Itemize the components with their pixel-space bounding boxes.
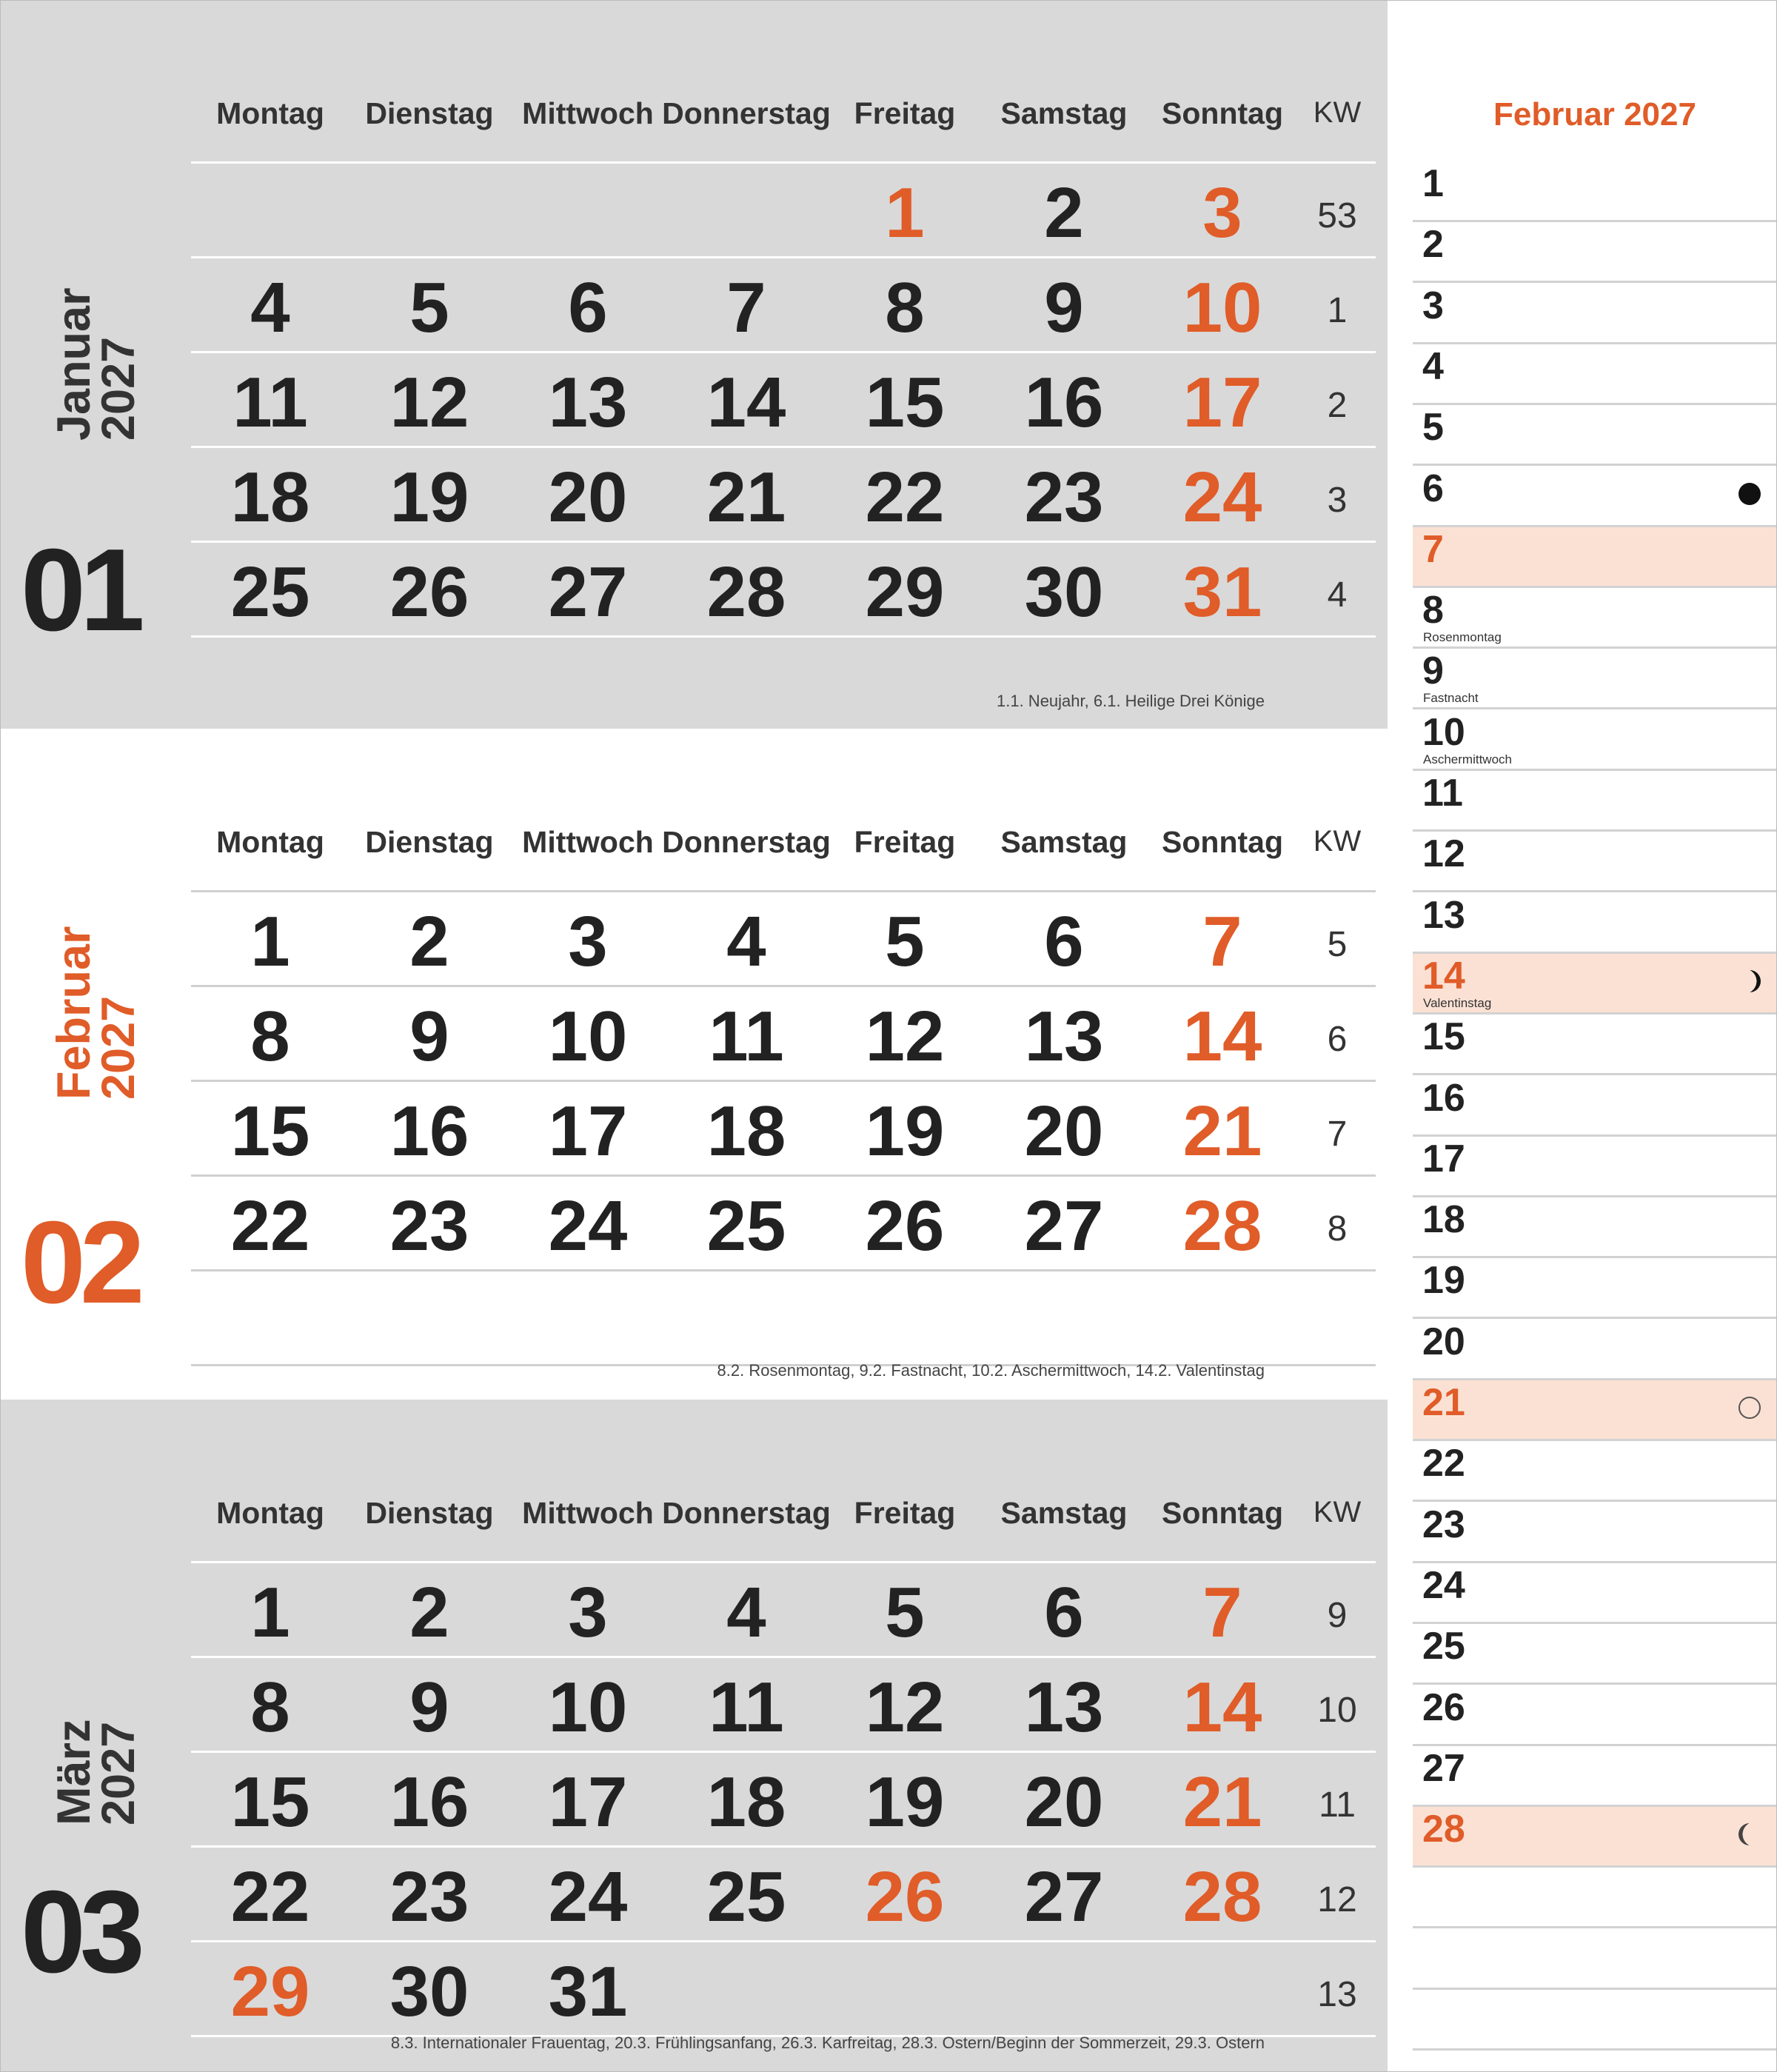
week-number: 1	[1327, 291, 1348, 330]
day-cell: 11	[232, 363, 308, 442]
row-divider	[191, 1080, 1376, 1082]
day-cell: 22	[865, 458, 945, 537]
planner-title: Februar 2027	[1493, 96, 1696, 133]
planner-day-row[interactable]	[1413, 1807, 1777, 1868]
row-divider	[191, 1269, 1376, 1271]
new-moon-icon	[1738, 483, 1761, 505]
day-cell: 10	[1182, 268, 1262, 347]
day-cell: 4	[726, 902, 766, 981]
day-cell: 8	[250, 1668, 290, 1747]
planner-day-row[interactable]	[1413, 1563, 1777, 1624]
day-cell: 20	[1024, 1762, 1104, 1842]
day-cell: 31	[1182, 552, 1262, 632]
row-divider	[191, 446, 1376, 448]
day-cell: 16	[1024, 363, 1104, 442]
week-number: 10	[1317, 1691, 1357, 1730]
weekday-header-mittwoch: Mittwoch	[522, 1496, 654, 1530]
planner-day-row[interactable]	[1413, 467, 1777, 527]
planner-day-number: 26	[1422, 1685, 1465, 1729]
week-number: 7	[1327, 1114, 1348, 1154]
planner-day-row[interactable]	[1413, 1015, 1777, 1075]
planner-day-number: 20	[1422, 1320, 1465, 1363]
row-divider	[191, 1845, 1376, 1848]
day-cell: 24	[548, 1186, 628, 1266]
month-name-label	[26, 1685, 167, 1825]
planner-empty-row[interactable]	[1413, 1868, 1777, 1928]
week-number: 8	[1327, 1209, 1348, 1249]
week-number: 5	[1327, 925, 1348, 964]
day-cell: 27	[548, 552, 628, 632]
week-number: 2	[1327, 386, 1348, 425]
day-cell: 5	[409, 268, 449, 347]
day-cell: 25	[706, 1857, 786, 1936]
month-name: März	[48, 1719, 100, 1825]
planner-day-number: 9	[1422, 649, 1444, 693]
row-divider	[191, 1656, 1376, 1658]
planner-day-row[interactable]	[1413, 649, 1777, 709]
weekday-header-mittwoch: Mittwoch	[522, 96, 654, 130]
holiday-note: 8.3. Internationaler Frauentag, 20.3. Frühlingsanfang, 26.3. Karfreitag, 28.3. Ostern/Beginn der Sommerzeit, 29.3. Ostern	[390, 2033, 1265, 2052]
planner-day-number: 23	[1422, 1503, 1465, 1546]
day-cell: 15	[230, 1092, 310, 1171]
row-divider	[191, 985, 1376, 987]
planner-day-number: 18	[1422, 1198, 1465, 1242]
kw-header: KW	[1313, 96, 1362, 129]
row-divider	[191, 890, 1376, 892]
day-cell: 21	[1182, 1762, 1262, 1842]
day-cell: 17	[548, 1092, 628, 1171]
day-cell: 26	[865, 1186, 945, 1266]
day-cell: 25	[706, 1186, 786, 1266]
planner-day-row[interactable]	[1413, 1380, 1777, 1441]
weekday-header-samstag: Samstag	[1000, 96, 1128, 130]
planner-day-row[interactable]	[1413, 771, 1777, 832]
planner-day-row[interactable]	[1413, 1441, 1777, 1502]
planner-day-row[interactable]	[1413, 284, 1777, 344]
day-cell: 26	[389, 552, 469, 632]
day-cell: 21	[706, 458, 786, 537]
weekday-header-samstag: Samstag	[1000, 1496, 1128, 1530]
month-number: 01	[21, 525, 139, 655]
day-cell: 24	[548, 1857, 628, 1936]
planner-day-row[interactable]	[1413, 588, 1777, 649]
week-number: 53	[1317, 196, 1357, 235]
day-cell: 17	[1182, 363, 1262, 442]
day-cell: 28	[706, 552, 786, 632]
day-cell: 2	[1044, 173, 1084, 253]
planner-day-number: 7	[1422, 527, 1444, 571]
weekday-header-dienstag: Dienstag	[365, 1496, 494, 1530]
day-cell: 18	[230, 458, 310, 537]
day-cell: 6	[568, 268, 608, 347]
day-cell: 25	[230, 552, 310, 632]
planner-day-number: 12	[1422, 832, 1465, 876]
month-year: 2027	[93, 1721, 144, 1825]
holiday-note: 1.1. Neujahr, 6.1. Heilige Drei Könige	[997, 692, 1265, 710]
day-cell: 29	[230, 1952, 310, 2031]
planner-day-row[interactable]	[1413, 1320, 1777, 1380]
planner-day-number: 3	[1422, 284, 1444, 327]
planner-day-number: 13	[1422, 893, 1465, 937]
day-cell: 10	[548, 1668, 628, 1747]
day-cell: 5	[885, 1573, 925, 1652]
planner-day-number: 4	[1422, 344, 1444, 388]
planner-day-number: 28	[1422, 1808, 1465, 1851]
planner-day-row[interactable]	[1413, 222, 1777, 283]
weekday-header-sonntag: Sonntag	[1162, 1496, 1283, 1530]
day-cell: 11	[709, 1668, 784, 1747]
day-cell: 2	[409, 902, 449, 981]
day-cell: 1	[250, 1573, 290, 1652]
planner-day-row[interactable]	[1413, 832, 1777, 892]
day-cell: 19	[389, 458, 469, 537]
day-cell: 5	[885, 902, 925, 981]
row-divider	[191, 161, 1376, 164]
planner-empty-row[interactable]	[1413, 1929, 1777, 1990]
day-cell: 18	[706, 1762, 786, 1842]
planner-day-row[interactable]	[1413, 1258, 1777, 1319]
day-cell: 15	[230, 1762, 310, 1842]
day-cell: 28	[1182, 1857, 1262, 1936]
kw-header: KW	[1313, 825, 1362, 858]
day-cell: 30	[389, 1952, 469, 2031]
planner-day-row[interactable]	[1413, 1503, 1777, 1563]
day-cell: 27	[1024, 1186, 1104, 1266]
planner-day-number: 27	[1422, 1746, 1465, 1790]
month-name-label	[26, 287, 167, 441]
planner-day-row[interactable]	[1413, 1076, 1777, 1137]
planner-day-number: 1	[1422, 162, 1444, 205]
weekday-header-donnerstag: Donnerstag	[662, 96, 831, 130]
day-cell: 27	[1024, 1857, 1104, 1936]
day-cell: 13	[1024, 1668, 1104, 1747]
day-cell: 20	[1024, 1092, 1104, 1171]
day-cell: 23	[389, 1186, 469, 1266]
day-cell: 16	[389, 1092, 469, 1171]
month-year: 2027	[93, 336, 144, 441]
day-cell: 26	[865, 1857, 945, 1936]
day-cell: 13	[548, 363, 628, 442]
planner-day-number: 16	[1422, 1076, 1465, 1120]
day-cell: 15	[865, 363, 945, 442]
day-cell: 8	[250, 997, 290, 1076]
planner-day-number: 2	[1422, 223, 1444, 267]
weekday-header-sonntag: Sonntag	[1162, 96, 1283, 130]
weekday-header-montag: Montag	[216, 1496, 324, 1530]
full-moon-icon	[1738, 1397, 1761, 1419]
holiday-note: 8.2. Rosenmontag, 9.2. Fastnacht, 10.2. Aschermittwoch, 14.2. Valentinstag	[717, 1361, 1265, 1380]
day-cell: 12	[389, 363, 469, 442]
planner-day-row[interactable]	[1413, 1197, 1777, 1258]
first-quarter-moon-icon	[1738, 970, 1761, 992]
planner-empty-row[interactable]	[1413, 1990, 1777, 2051]
day-cell: 3	[1202, 173, 1242, 253]
month-name: Februar	[48, 926, 100, 1100]
planner-day-row[interactable]	[1413, 1746, 1777, 1807]
planner-day-row[interactable]	[1413, 1624, 1777, 1685]
day-cell: 24	[1182, 458, 1262, 537]
day-cell: 1	[885, 173, 925, 253]
planner-day-row[interactable]	[1413, 344, 1777, 405]
month-name: Januar	[48, 287, 100, 441]
day-cell: 6	[1044, 902, 1084, 981]
planner-day-row[interactable]	[1413, 405, 1777, 466]
planner-day-number: 11	[1422, 772, 1463, 815]
kw-header: KW	[1313, 1496, 1362, 1528]
planner-day-row[interactable]	[1413, 161, 1777, 222]
day-cell: 21	[1182, 1092, 1262, 1171]
day-cell: 8	[885, 268, 925, 347]
week-number: 9	[1327, 1596, 1348, 1635]
weekday-header-freitag: Freitag	[854, 825, 956, 859]
day-cell: 9	[409, 997, 449, 1076]
week-number: 6	[1327, 1020, 1348, 1059]
row-divider	[191, 1561, 1376, 1563]
week-number: 13	[1317, 1975, 1357, 2014]
week-number: 11	[1319, 1785, 1356, 1825]
month-year: 2027	[93, 995, 144, 1100]
month-section-03	[0, 1400, 1388, 2072]
daily-planner-column	[1388, 0, 1777, 2072]
day-cell: 6	[1044, 1573, 1084, 1652]
planner-day-number: 8	[1422, 589, 1444, 632]
weekday-header-dienstag: Dienstag	[365, 96, 494, 130]
planner-day-number: 22	[1422, 1442, 1465, 1486]
weekday-header-samstag: Samstag	[1000, 825, 1128, 859]
weekday-header-freitag: Freitag	[854, 1496, 956, 1530]
planner-day-number: 15	[1422, 1015, 1465, 1059]
planner-day-note: Rosenmontag	[1423, 630, 1502, 645]
day-cell: 4	[250, 268, 290, 347]
planner-day-number: 14	[1422, 954, 1465, 997]
row-divider	[191, 351, 1376, 353]
day-cell: 2	[409, 1573, 449, 1652]
day-cell: 3	[568, 902, 608, 981]
day-cell: 16	[389, 1762, 469, 1842]
day-cell: 20	[548, 458, 628, 537]
weekday-header-donnerstag: Donnerstag	[662, 1496, 831, 1530]
day-cell: 18	[706, 1092, 786, 1171]
planner-day-number: 25	[1422, 1625, 1465, 1668]
row-divider	[191, 1940, 1376, 1942]
row-divider	[191, 1751, 1376, 1753]
planner-day-row[interactable]	[1413, 1137, 1777, 1197]
planner-day-note: Fastnacht	[1423, 691, 1479, 706]
weekday-header-dienstag: Dienstag	[365, 825, 494, 859]
day-cell: 22	[230, 1857, 310, 1936]
row-divider	[191, 256, 1376, 258]
planner-day-note: Valentinstag	[1423, 995, 1492, 1010]
day-cell: 14	[706, 363, 786, 442]
month-section-01	[0, 0, 1388, 729]
row-divider	[191, 1174, 1376, 1177]
planner-day-number: 10	[1422, 710, 1465, 754]
planner-day-number: 6	[1422, 467, 1444, 510]
day-cell: 29	[865, 552, 945, 632]
week-number: 4	[1327, 575, 1348, 615]
weekday-header-donnerstag: Donnerstag	[662, 825, 831, 859]
month-name-label	[26, 926, 167, 1100]
day-cell: 31	[548, 1952, 628, 2031]
weekday-header-freitag: Freitag	[854, 96, 956, 130]
day-cell: 4	[726, 1573, 766, 1652]
planner-day-row[interactable]	[1413, 954, 1777, 1015]
month-number: 03	[21, 1867, 139, 1997]
day-cell: 13	[1024, 997, 1104, 1076]
month-number: 02	[21, 1197, 139, 1328]
last-quarter-moon-icon	[1738, 1823, 1761, 1845]
day-cell: 14	[1182, 1668, 1262, 1747]
day-cell: 22	[230, 1186, 310, 1266]
planner-day-note: Aschermittwoch	[1423, 752, 1512, 766]
day-cell: 17	[548, 1762, 628, 1842]
planner-day-number: 17	[1422, 1137, 1465, 1180]
weekday-header-montag: Montag	[216, 96, 324, 130]
row-divider	[191, 635, 1376, 638]
month-section-02	[0, 729, 1388, 1400]
day-cell: 28	[1182, 1186, 1262, 1266]
week-number: 12	[1317, 1880, 1357, 1919]
planner-day-row[interactable]	[1413, 1685, 1777, 1746]
day-cell: 14	[1182, 997, 1262, 1076]
day-cell: 7	[1202, 1573, 1242, 1652]
planner-day-number: 21	[1422, 1381, 1465, 1424]
day-cell: 12	[865, 997, 945, 1076]
day-cell: 10	[548, 997, 628, 1076]
week-number: 3	[1327, 481, 1348, 520]
day-cell: 23	[1024, 458, 1104, 537]
day-cell: 9	[1044, 268, 1084, 347]
weekday-header-sonntag: Sonntag	[1162, 825, 1283, 859]
weekday-header-mittwoch: Mittwoch	[522, 825, 654, 859]
day-cell: 9	[409, 1668, 449, 1747]
day-cell: 19	[865, 1092, 945, 1171]
day-cell: 23	[389, 1857, 469, 1936]
day-cell: 19	[865, 1762, 945, 1842]
day-cell: 7	[1202, 902, 1242, 981]
row-divider	[191, 541, 1376, 543]
planner-day-row[interactable]	[1413, 893, 1777, 954]
planner-day-number: 24	[1422, 1563, 1465, 1607]
planner-day-row[interactable]	[1413, 527, 1777, 588]
planner-day-number: 5	[1422, 406, 1444, 450]
day-cell: 1	[250, 902, 290, 981]
day-cell: 7	[726, 268, 766, 347]
weekday-header-montag: Montag	[216, 825, 324, 859]
day-cell: 3	[568, 1573, 608, 1652]
planner-day-row[interactable]	[1413, 710, 1777, 771]
day-cell: 11	[709, 997, 784, 1076]
planner-day-number: 19	[1422, 1259, 1465, 1303]
day-cell: 12	[865, 1668, 945, 1747]
day-cell: 30	[1024, 552, 1104, 632]
